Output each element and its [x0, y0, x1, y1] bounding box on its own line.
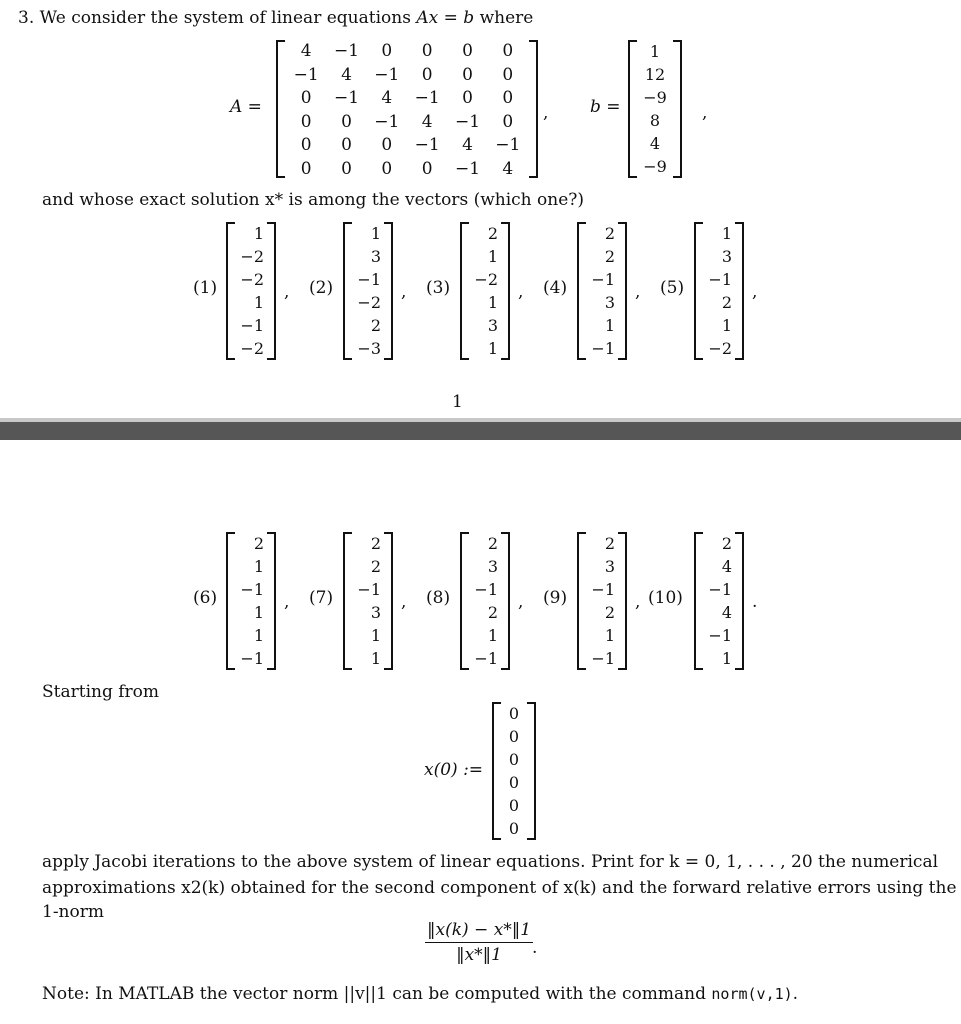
apply-line-2: approximations x2(k) obtained for the second component of x(k) and the forward relative errors using the: [42, 878, 957, 898]
candidate-punctuation: ,: [518, 592, 524, 612]
bracket-corner: [735, 532, 742, 534]
matrix-cell: 4: [300, 41, 312, 61]
vector-entry: 1: [721, 224, 732, 243]
matrix-cell: 0: [502, 88, 514, 108]
vector-entry: −1: [591, 580, 615, 599]
vector-entry: 2: [604, 603, 615, 622]
vector-entry: −1: [357, 580, 381, 599]
bracket-corner: [579, 532, 586, 534]
vector-entry: 0: [508, 819, 520, 838]
vector-b: [628, 40, 682, 178]
intro-line: [18, 8, 533, 28]
vector-entry: 0: [508, 773, 520, 792]
vector-entry: 2: [370, 534, 381, 553]
candidate-label: (8): [426, 588, 451, 608]
vector-entry: 1: [370, 649, 381, 668]
vector-entry: 3: [604, 557, 615, 576]
vector-entry: 1: [253, 293, 264, 312]
vector-entry: 2: [721, 534, 732, 553]
candidate-label: (1): [193, 278, 218, 298]
matrix-cell: 0: [421, 64, 433, 85]
vector-entry: −2: [474, 270, 498, 289]
vector-entry: 2: [370, 316, 381, 335]
vector-entry: 1: [253, 603, 264, 622]
bracket-corner: [527, 702, 534, 704]
apply-line-3: 1-norm: [42, 902, 104, 922]
matrix-cell: −1: [414, 88, 440, 108]
bracket-corner: [529, 176, 536, 178]
matrix-cell: 0: [421, 158, 433, 179]
matrix-cell: 4: [341, 64, 352, 85]
vector-entry: 3: [370, 247, 381, 266]
vector-entry: 4: [649, 134, 661, 153]
vector-entry: 1: [604, 626, 615, 645]
matrix-cell: 0: [300, 88, 312, 108]
note-text: Note: In MATLAB the vector norm ||v||1 can be computed with the command: [42, 984, 706, 1004]
fraction-numerator: ‖x(k) − x*‖1: [425, 920, 533, 943]
vector-entry: 1: [253, 557, 264, 576]
bracket-corner: [462, 358, 469, 360]
bracket-corner: [384, 358, 391, 360]
bracket-corner: [278, 176, 285, 178]
bracket-corner: [735, 222, 742, 224]
candidate-punctuation: .: [752, 592, 758, 612]
intro-equation: Ax = b: [416, 8, 475, 28]
matrix-cell: 4: [381, 88, 393, 108]
bracket-corner: [228, 532, 235, 534]
bracket-corner: [384, 222, 391, 224]
vector-entry: 0: [508, 704, 520, 723]
candidate-vector: [577, 222, 627, 360]
vector-entry: −2: [240, 270, 264, 289]
vector-entry: 3: [721, 247, 732, 266]
bracket-corner: [462, 668, 469, 670]
page-separator: [0, 422, 961, 440]
vector-entry: 2: [487, 534, 498, 553]
vector-entry: 1: [487, 339, 498, 358]
candidate-vector: [694, 222, 744, 360]
vector-entry: 1: [604, 316, 615, 335]
candidate-punctuation: ,: [635, 282, 641, 302]
vector-entry: 12: [644, 65, 666, 84]
bracket-corner: [494, 838, 501, 840]
vector-entry: 2: [253, 534, 264, 553]
bracket-corner: [345, 358, 352, 360]
candidate-punctuation: ,: [284, 592, 290, 612]
candidate-vector: [226, 222, 276, 360]
bracket-corner: [618, 358, 625, 360]
bracket-corner: [384, 532, 391, 534]
bracket-corner: [345, 222, 352, 224]
vector-entry: −9: [643, 88, 667, 107]
bracket-corner: [735, 668, 742, 670]
page-number: 1: [452, 392, 463, 412]
vector-entry: 1: [487, 626, 498, 645]
bracket-corner: [673, 40, 680, 42]
bracket-corner: [462, 222, 469, 224]
matrix-cell: 0: [502, 111, 514, 132]
vector-entry: −1: [240, 580, 264, 599]
matrix-cell: 0: [381, 41, 393, 61]
matrix-cell: 0: [300, 111, 312, 132]
vector-entry: −9: [643, 157, 667, 176]
candidate-punctuation: ,: [752, 282, 758, 302]
vector-entry: 0: [508, 727, 520, 746]
bracket-corner: [228, 358, 235, 360]
vector-entry: 2: [604, 247, 615, 266]
matrix-cell: 0: [462, 64, 473, 85]
matrix-cell: −1: [374, 64, 400, 85]
vector-entry: 2: [487, 224, 498, 243]
vector-entry: 4: [721, 603, 732, 622]
bracket-corner: [501, 668, 508, 670]
matrix-cell: 0: [300, 158, 312, 179]
bracket-corner: [267, 358, 274, 360]
matrix-a-label: A =: [230, 97, 262, 117]
matrix-cell: 0: [341, 111, 352, 132]
candidate-vector: [226, 532, 276, 670]
matrix-cell: −1: [495, 135, 521, 155]
vector-entry: −1: [474, 580, 498, 599]
bracket-corner: [630, 40, 637, 42]
bracket-corner: [579, 222, 586, 224]
bracket-corner: [501, 222, 508, 224]
vector-entry: −1: [474, 649, 498, 668]
bracket-corner: [618, 532, 625, 534]
bracket-corner: [529, 40, 536, 42]
matrix-a-comma: ,: [543, 103, 549, 123]
vector-entry: −2: [240, 247, 264, 266]
vector-b-label: b =: [590, 97, 621, 117]
bracket-corner: [696, 222, 703, 224]
starting-from-text: Starting from: [42, 682, 160, 702]
bracket-corner: [696, 668, 703, 670]
bracket-corner: [345, 668, 352, 670]
candidate-label: (3): [426, 278, 451, 298]
vector-entry: 1: [370, 626, 381, 645]
bracket-corner: [618, 668, 625, 670]
matrix-cell: 4: [421, 111, 433, 132]
vector-entry: 8: [649, 111, 661, 130]
matrix-cell: −1: [333, 88, 360, 108]
bracket-corner: [345, 532, 352, 534]
relative-error-fraction: [425, 920, 533, 965]
matrix-cell: 0: [462, 88, 473, 108]
vector-entry: 1: [649, 42, 661, 61]
bracket-corner: [278, 40, 285, 42]
note-code: norm(v,1): [711, 985, 793, 1003]
candidate-vector: [694, 532, 744, 670]
vector-entry: 1: [487, 247, 498, 266]
vector-entry: −1: [357, 270, 381, 289]
problem-number: 3.: [18, 8, 35, 28]
vector-entry: −1: [591, 339, 615, 358]
matrix-cell: 0: [421, 41, 433, 61]
apply-line-1: apply Jacobi iterations to the above system of linear equations. Print for k = 0, 1, . . . , 20 the numerical: [42, 852, 939, 872]
matrix-cell: −1: [454, 158, 481, 179]
bracket-corner: [462, 532, 469, 534]
matrix-cell: 0: [341, 158, 352, 179]
candidate-vector: [343, 532, 393, 670]
candidate-label: (2): [309, 278, 334, 298]
matrix-cell: 0: [381, 158, 393, 179]
matrix-cell: 0: [462, 41, 473, 61]
solution-question: and whose exact solution x* is among the vectors (which one?): [42, 190, 584, 210]
bracket-corner: [527, 838, 534, 840]
vector-entry: 2: [721, 293, 732, 312]
bracket-corner: [228, 222, 235, 224]
vector-entry: 1: [487, 293, 498, 312]
matrix-cell: 4: [462, 135, 473, 155]
fraction-denominator: ‖x*‖1: [456, 945, 502, 965]
x0-label: x(0) :=: [424, 760, 484, 780]
vector-entry: 4: [721, 557, 732, 576]
vector-entry: −1: [240, 649, 264, 668]
matrix-cell: −1: [333, 41, 360, 61]
bracket-corner: [384, 668, 391, 670]
candidate-vector: [460, 222, 510, 360]
note-line: [42, 984, 798, 1004]
bracket-corner: [501, 358, 508, 360]
intro-text: We consider the system of linear equations: [39, 8, 411, 28]
matrix-a: [276, 40, 538, 178]
vector-entry: 3: [370, 603, 381, 622]
bracket-corner: [501, 532, 508, 534]
candidate-punctuation: ,: [284, 282, 290, 302]
vector-entry: −1: [240, 316, 264, 335]
candidate-label: (7): [309, 588, 334, 608]
candidate-punctuation: ,: [401, 592, 407, 612]
candidate-vector: [577, 532, 627, 670]
vector-entry: 0: [508, 750, 520, 769]
bracket-corner: [673, 176, 680, 178]
bracket-corner: [228, 668, 235, 670]
vector-entry: −2: [708, 339, 732, 358]
matrix-cell: 0: [502, 41, 514, 61]
bracket-corner: [267, 532, 274, 534]
vector-entry: 1: [253, 626, 264, 645]
bracket-corner: [735, 358, 742, 360]
matrix-cell: −1: [414, 135, 440, 155]
vector-entry: −1: [591, 649, 615, 668]
vector-entry: −2: [240, 339, 264, 358]
matrix-cell: −1: [293, 64, 319, 85]
bracket-corner: [579, 668, 586, 670]
matrix-cell: −1: [454, 111, 481, 132]
matrix-cell: 0: [502, 64, 514, 85]
bracket-corner: [696, 532, 703, 534]
vector-entry: 2: [370, 557, 381, 576]
bracket-corner: [494, 702, 501, 704]
candidate-vector: [460, 532, 510, 670]
vector-entry: −1: [708, 626, 732, 645]
vector-entry: 3: [487, 316, 498, 335]
vector-entry: 2: [604, 534, 615, 553]
intro-where: where: [479, 8, 534, 28]
note-end: .: [792, 984, 799, 1004]
candidate-punctuation: ,: [635, 592, 641, 612]
bracket-corner: [267, 668, 274, 670]
vector-entry: 3: [487, 557, 498, 576]
candidate-punctuation: ,: [401, 282, 407, 302]
vector-entry: −3: [357, 339, 381, 358]
vector-entry: 1: [721, 649, 732, 668]
matrix-cell: −1: [374, 111, 400, 132]
candidate-label: (10): [648, 588, 683, 608]
candidate-label: (4): [543, 278, 568, 298]
vector-entry: 1: [721, 316, 732, 335]
matrix-cell: 0: [381, 135, 393, 155]
matrix-cell: 0: [341, 135, 352, 155]
vector-x0: [492, 702, 536, 840]
bracket-corner: [696, 358, 703, 360]
vector-entry: −1: [708, 580, 732, 599]
vector-entry: 1: [253, 224, 264, 243]
candidate-vector: [343, 222, 393, 360]
candidate-label: (5): [660, 278, 685, 298]
candidate-label: (9): [543, 588, 568, 608]
vector-b-comma: ,: [702, 103, 708, 123]
vector-entry: 2: [487, 603, 498, 622]
bracket-corner: [267, 222, 274, 224]
candidate-label: (6): [193, 588, 218, 608]
candidate-punctuation: ,: [518, 282, 524, 302]
vector-entry: −2: [357, 293, 381, 312]
vector-entry: 3: [604, 293, 615, 312]
vector-entry: −1: [708, 270, 732, 289]
bracket-corner: [630, 176, 637, 178]
matrix-cell: 0: [300, 135, 312, 155]
bracket-corner: [579, 358, 586, 360]
matrix-cell: 4: [502, 158, 514, 179]
vector-entry: 0: [508, 796, 520, 815]
vector-entry: 2: [604, 224, 615, 243]
fraction-period: .: [532, 938, 538, 958]
vector-entry: −1: [591, 270, 615, 289]
bracket-corner: [618, 222, 625, 224]
vector-entry: 1: [370, 224, 381, 243]
